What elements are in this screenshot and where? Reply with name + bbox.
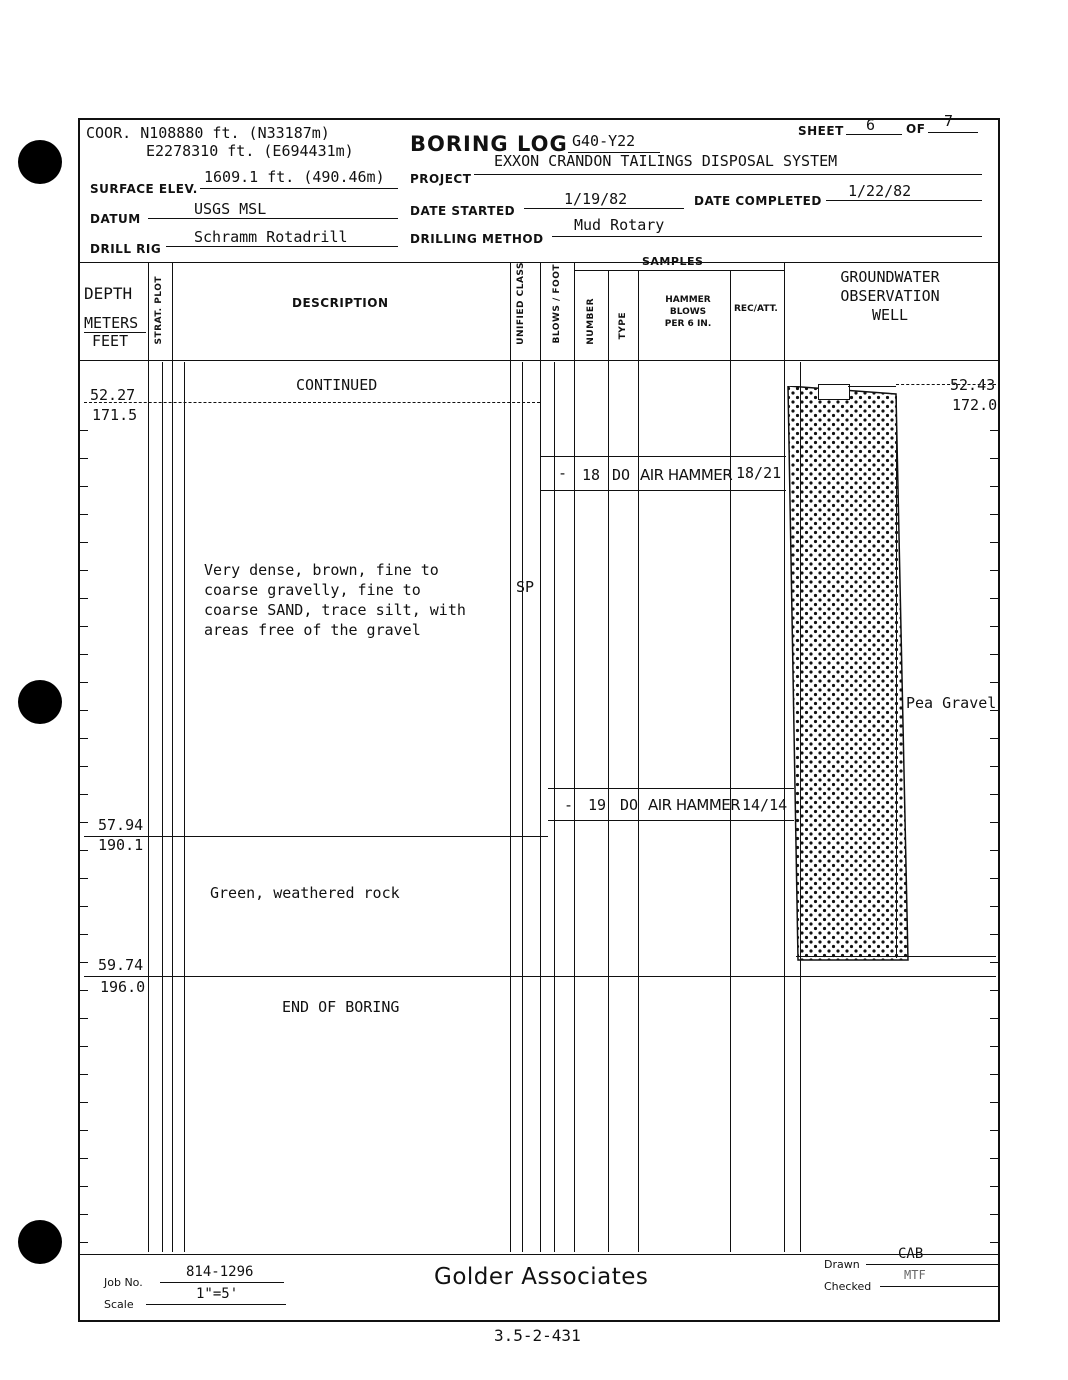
scale-line [146,1304,286,1305]
well-tick [990,1074,998,1075]
well-tick [990,906,998,907]
well-tick [990,430,998,431]
sample-19-bottom [548,820,794,821]
depth-tick [80,1130,88,1131]
well-tick [990,738,998,739]
depth-tick [80,626,88,627]
pea-gravel-label: Pea Gravel [906,694,997,712]
well-depth-meters: 52.43 [950,376,996,394]
drill-rig-value: Schramm Rotadrill [194,228,348,246]
description-end-of-boring: END OF BORING [282,998,400,1016]
description-sand-line1: Very dense, brown, fine to [204,561,439,579]
well-tick [990,1158,998,1159]
well-casing-top [818,384,850,400]
depth-tick [80,934,88,935]
unified-column-left [510,262,511,1252]
well-tick [990,822,998,823]
depth-tick [80,1242,88,1243]
well-tick [990,1018,998,1019]
depth-tick [80,682,88,683]
depth-tick [80,1102,88,1103]
col-well [792,268,988,325]
col-well-line2: OBSERVATION [840,287,940,305]
depth-tick [80,1214,88,1215]
col-description: DESCRIPTION [292,296,389,310]
number-column-left [574,262,575,1252]
scale-value: 1"=5' [196,1286,239,1302]
page-title: BORING LOG [410,132,568,156]
col-hammer-line2: BLOWS [669,307,707,317]
well-depth-tie [848,386,896,387]
sheet-number: 6 [866,116,876,134]
drilling-method-value: Mud Rotary [574,216,665,234]
depth-1-feet: 171.5 [92,406,138,424]
date-completed-label: DATE COMPLETED [694,194,822,208]
well-tick [990,486,998,487]
sheet-label: SHEET [798,124,844,138]
depth-1-meters: 52.27 [90,386,136,404]
col-depth: DEPTH [84,284,133,303]
unified-class-value: SP [516,578,535,596]
description-sand-line3: coarse SAND, trace silt, with [204,601,466,619]
strat-column-left [148,262,149,1252]
coor-north: N108880 ft. (N33187m) [140,124,330,142]
sample-19-rec: 14/14 [742,796,788,814]
well-column-left [784,262,785,1252]
well-tick [990,850,998,851]
binder-hole-middle [18,680,62,724]
project-label: PROJECT [410,172,472,186]
coor-east: E2278310 ft. (E694431m) [146,142,354,160]
boundary-top-dashed [84,402,540,403]
sample-19-blows: - [564,796,574,814]
depth-2-meters: 57.94 [98,816,144,834]
well-tick [990,514,998,515]
well-tick [990,1242,998,1243]
sample-18-rec: 18/21 [736,464,782,482]
binder-hole-top [18,140,62,184]
depth-tick [80,598,88,599]
depth-tick [80,654,88,655]
col-unified-class: UNIFIED CLASS [516,262,526,345]
sample-18-hammer: AIR HAMMER [640,466,733,484]
sample-18-blows: - [558,464,568,482]
well-tick [990,458,998,459]
header-separator [78,262,998,263]
drilling-method-label: DRILLING METHOD [410,232,544,246]
well-tick [990,878,998,879]
well-tick [990,794,998,795]
depth-tick [80,710,88,711]
col-number: NUMBER [586,298,596,345]
col-well-line1: GROUNDWATER [840,268,940,286]
depth-tick [80,990,88,991]
well-depth-feet: 172.0 [952,396,998,414]
well-tick [990,766,998,767]
depth-tick [80,1046,88,1047]
depth-tick [80,878,88,879]
page-number: 3.5-2-431 [494,1326,581,1345]
depth-tick [80,570,88,571]
drilling-method-line [552,236,982,237]
depth-tick [80,486,88,487]
well-tick [990,598,998,599]
samples-divider [574,270,784,271]
description-rock: Green, weathered rock [210,884,400,902]
depth-3-feet: 196.0 [100,978,146,996]
well-tick [990,1046,998,1047]
depth-tick [80,1074,88,1075]
unified-inner-line [522,362,523,1252]
well-tick [990,990,998,991]
drawn-value: CAB [898,1246,924,1262]
col-type: TYPE [618,312,628,340]
date-started-value: 1/19/82 [564,190,628,208]
project-line [474,174,982,175]
surface-elev-line [200,188,398,189]
sheet-total: 7 [944,112,954,130]
date-completed-value: 1/22/82 [848,182,912,200]
date-started-line [524,208,684,209]
well-tick [990,934,998,935]
drill-rig-line [166,246,398,247]
col-rec-att: REC/ATT. [734,304,778,314]
depth-tick [80,542,88,543]
well-bottom-line [796,956,996,957]
depth-tick [80,458,88,459]
depth-3-meters: 59.74 [98,956,144,974]
sample-18-type: DO [612,466,631,484]
well-tick [990,542,998,543]
col-hammer-line3: PER 6 IN. [664,319,712,329]
blows-column-left [540,262,541,1252]
job-label: Job No. [104,1276,143,1289]
hammer-column-left [638,270,639,1252]
log-id: G40-Y22 [572,132,636,150]
well-tick [990,1214,998,1215]
well-tick [990,654,998,655]
sample-18-top [540,456,786,457]
coor-label: COOR. [86,124,132,142]
blows-inner-line [554,362,555,1252]
well-tick [990,570,998,571]
col-blows-foot: BLOWS / FOOT [552,264,562,344]
job-number: 814-1296 [186,1264,254,1280]
datum-label: DATUM [90,212,141,226]
depth-tick [80,850,88,851]
sample-19-hammer: AIR HAMMER [648,796,741,814]
depth-tick [80,822,88,823]
sheet-number-line [846,134,902,135]
strat-column-right [172,262,173,1252]
drill-rig-label: DRILL RIG [90,242,162,256]
boundary-end-of-boring [84,976,996,977]
depth-2-feet: 190.1 [98,836,144,854]
strat-plot-line [162,362,163,1252]
sample-19-top [548,788,794,789]
pea-gravel-fill [786,386,910,962]
checked-label: Checked [824,1280,872,1293]
description-inner-line [184,362,185,1252]
depth-tick [80,1158,88,1159]
drawn-label: Drawn [824,1258,860,1271]
description-sand-line4: areas free of the gravel [204,621,421,639]
of-label: OF [906,122,926,136]
job-number-line [160,1282,284,1283]
well-tick [990,626,998,627]
description-continued: CONTINUED [296,376,378,394]
well-tick [990,682,998,683]
depth-tick [80,1018,88,1019]
col-samples: SAMPLES [642,255,704,268]
column-header-bottom [78,360,998,361]
rec-column-left [730,270,731,1252]
col-hammer-blows [648,294,728,330]
col-hammer-line1: HAMMER [665,295,711,305]
depth-tick [80,430,88,431]
well-column-right [896,396,897,958]
surface-elev-label: SURFACE ELEV. [90,182,198,196]
checked-line [880,1286,1000,1287]
type-column-left [608,270,609,1252]
binder-hole-bottom [18,1220,62,1264]
scale-label: Scale [104,1298,134,1311]
well-tick [990,1130,998,1131]
project-value: EXXON CRANDON TAILINGS DISPOSAL SYSTEM [494,152,838,170]
col-meters: METERS [84,314,139,332]
col-feet: FEET [92,332,129,350]
col-strat-plot: STRAT. PLOT [154,276,164,345]
well-tick [990,962,998,963]
boundary-sand-rock [84,836,548,837]
depth-tick [80,794,88,795]
surface-elev-value: 1609.1 ft. (490.46m) [204,168,385,186]
sheet-total-line [928,132,978,133]
sample-19-type: DO [620,796,639,814]
depth-tick [80,906,88,907]
datum-line [148,218,398,219]
sample-18-bottom [540,490,786,491]
checked-value: MTF [904,1268,926,1282]
col-well-line3: WELL [871,306,909,324]
drawn-line [866,1264,1000,1265]
coordinates [86,124,330,142]
description-sand-line2: coarse gravelly, fine to [204,581,421,599]
datum-value: USGS MSL [194,200,267,218]
depth-tick [80,514,88,515]
sample-19-number: 19 [588,796,607,814]
sample-18-number: 18 [582,466,601,484]
date-completed-line [826,200,982,201]
depth-tick [80,962,88,963]
company-name: Golder Associates [434,1264,649,1290]
description-sand [204,560,466,640]
date-started-label: DATE STARTED [410,204,516,218]
depth-tick [80,766,88,767]
well-tick [990,1186,998,1187]
depth-tick [80,738,88,739]
well-tick [990,1102,998,1103]
footer-separator [78,1254,998,1255]
depth-tick [80,1186,88,1187]
